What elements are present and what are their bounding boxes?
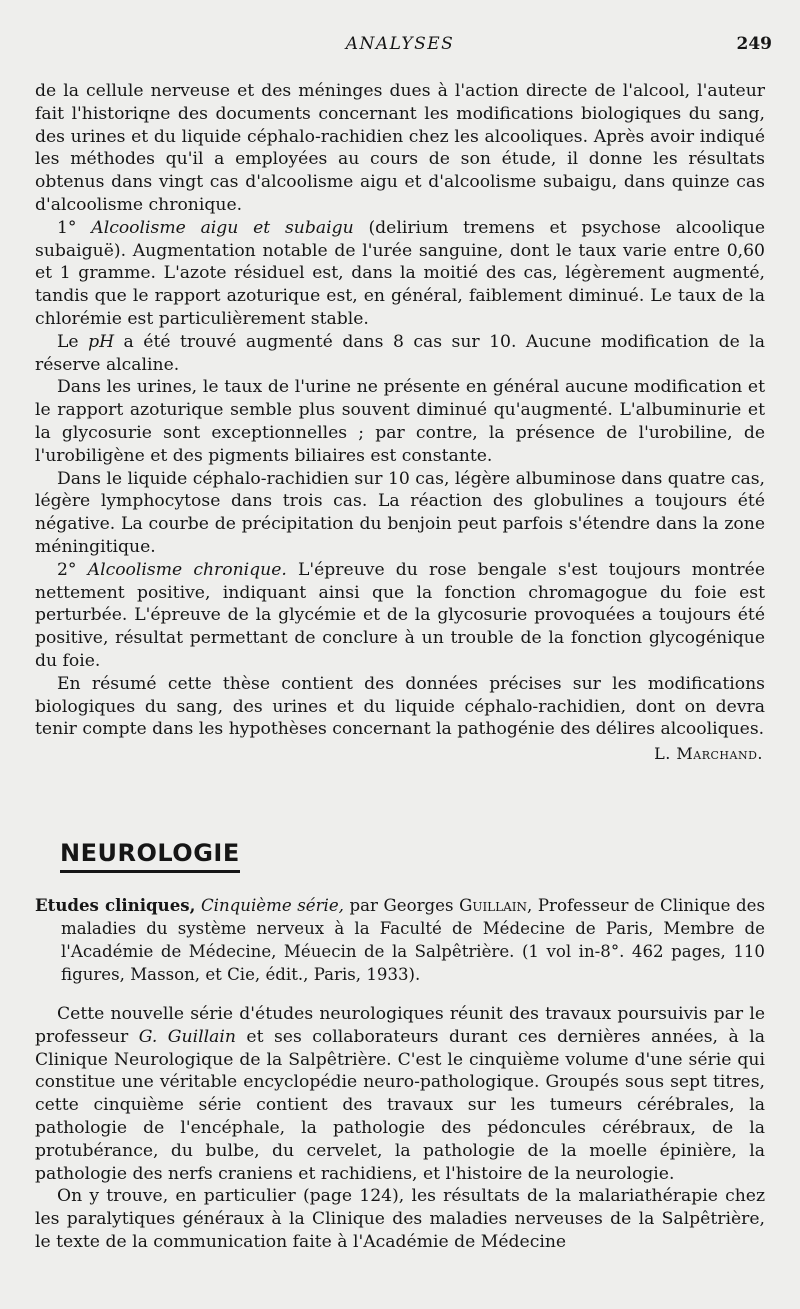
- signature-name: Marchand.: [676, 744, 763, 764]
- paragraph: [35, 1003, 765, 1185]
- paragraph: [35, 331, 765, 377]
- paragraph-text: L'épreuve du rose bengale s'est toujours montrée nettement positive, indiquant ainsi que la fonction chromagogue du foie est perturbée. L'épreuve de la glycémie et de la glycosurie provoquées a toujours été positive, résultat permettant de conclure à un trouble de la fonction glycogénique du foie.: [35, 559, 765, 671]
- author-prefix: par Georges: [343, 896, 460, 915]
- running-header: [0, 34, 800, 58]
- paragraph-text: (delirium tremens et psychose alcoolique subaiguë). Augmentation notable de l'urée sanguine, dont le taux varie entre 0,60 et 1 gramme. L'azote résiduel est, dans la moitié des cas, légèrement augmenté, tandis que le rapport azoturique est, en général, faiblement diminué. Le taux de la chlorémie est particulièrement stable.: [35, 217, 766, 329]
- paragraph-text: a été trouvé augmenté dans 8 cas sur 10. Aucune modification de la réserve alcaline.: [35, 331, 765, 375]
- paragraph: Dans le liquide céphalo-rachidien sur 10 cas, légère albuminose dans quatre cas, légère lymphocytose dans trois cas. La réaction des globulines a toujours été négative. La courbe de précipitation du benjoin peut parfois s'étendre dans la zone méningitique.: [35, 468, 765, 557]
- person-name: G. Guillain: [138, 1026, 236, 1047]
- paragraph: Dans les urines, le taux de l'urine ne présente en général aucune modification et le rapport azoturique semble plus souvent diminué qu'augmenté. L'albuminurie et la glycosurie sont exceptionnelles ; par contre, la présence de l'urobiline, de l'urobiligène et des pigments biliaires est constante.: [35, 377, 765, 466]
- signature-initial: L.: [654, 744, 677, 764]
- paragraph: En résumé cette thèse contient des données précises sur les modifications biologiques du sang, des urines et du liquide céphalo-rachidien, dont on devra tenir compte dans les hypothèses concernant la pathogénie des délires alcooliques.: [35, 673, 765, 740]
- author-signature: [35, 743, 765, 766]
- list-number: 1°: [57, 217, 77, 238]
- section-heading: NEUROLOGIE: [60, 840, 240, 873]
- list-number: 2°: [57, 559, 77, 580]
- author-name: Guillain: [459, 896, 528, 915]
- citation-details: , Professeur de Clinique des maladies du système nerveux à la Faculté de Médecine de Paris, Membre de l'Académie de Médecine, Méuecin de la Salpêtrière. (1 vol in-8°. 462 pages, 110 figures, Masson, et Cie, édit., Paris, 1933).: [61, 896, 765, 984]
- paragraph-text: Cette nouvelle série d'études neurologiques réunit des travaux poursuivis par le professeur: [35, 1004, 765, 1047]
- paragraph: On y trouve, en particulier (page 124), les résultats de la malariathérapie chez les paralytiques généraux à la Clinique des maladies nerveuses de la Salpêtrière, le texte de la communication faite à l'Académie de Médecine: [35, 1186, 765, 1252]
- header-title: ANALYSES: [345, 34, 455, 54]
- subsection-title: Alcoolisme chronique.: [87, 559, 287, 580]
- review-body: [35, 1003, 765, 1254]
- book-series: Cinquième série,: [200, 896, 344, 915]
- paragraph-text: et ses collaborateurs durant ces dernières années, à la Clinique Neurologique de la Salpêtrière. C'est le cinquième volume d'une série qui constitue une véritable encyclopédie neuro-pathologique. Groupés sous sept titres, cette cinquième série contient des travaux sur les tumeurs cérébrales, la pathologie de l'encéphale, la pathologie des pédoncules cérébraux, de la protubérance, du bulbe, du cervelet, la pathologie de la moelle épinière, la pathologie des nerfs craniens et rachidiens, et l'histoire de la neurologie.: [35, 1026, 765, 1184]
- ph-term: pH: [88, 331, 115, 352]
- article-body: [35, 80, 765, 766]
- page-number: 249: [736, 34, 772, 54]
- paragraph: [35, 217, 765, 331]
- subsection-title: Alcoolisme aigu et subaigu: [91, 217, 354, 238]
- paragraph: de la cellule nerveuse et des méninges dues à l'action directe de l'alcool, l'auteur fait l'historiqne des documents concernant les modifications biologiques du sang, des urines et du liquide céphalo-rachidien chez les alcooliques. Après avoir indiqué les méthodes qu'il a employées au cours de son étude, il donne les résultats obtenus dans vingt cas d'alcoolisme aigu et d'alcoolisme subaigu, dans quinze cas d'alcoolisme chronique.: [35, 81, 765, 215]
- paragraph: [35, 559, 765, 673]
- citation-line: [35, 894, 765, 986]
- review-citation: [35, 894, 765, 986]
- paragraph-text: Le: [57, 331, 89, 352]
- book-title: Etudes cliniques,: [35, 895, 196, 915]
